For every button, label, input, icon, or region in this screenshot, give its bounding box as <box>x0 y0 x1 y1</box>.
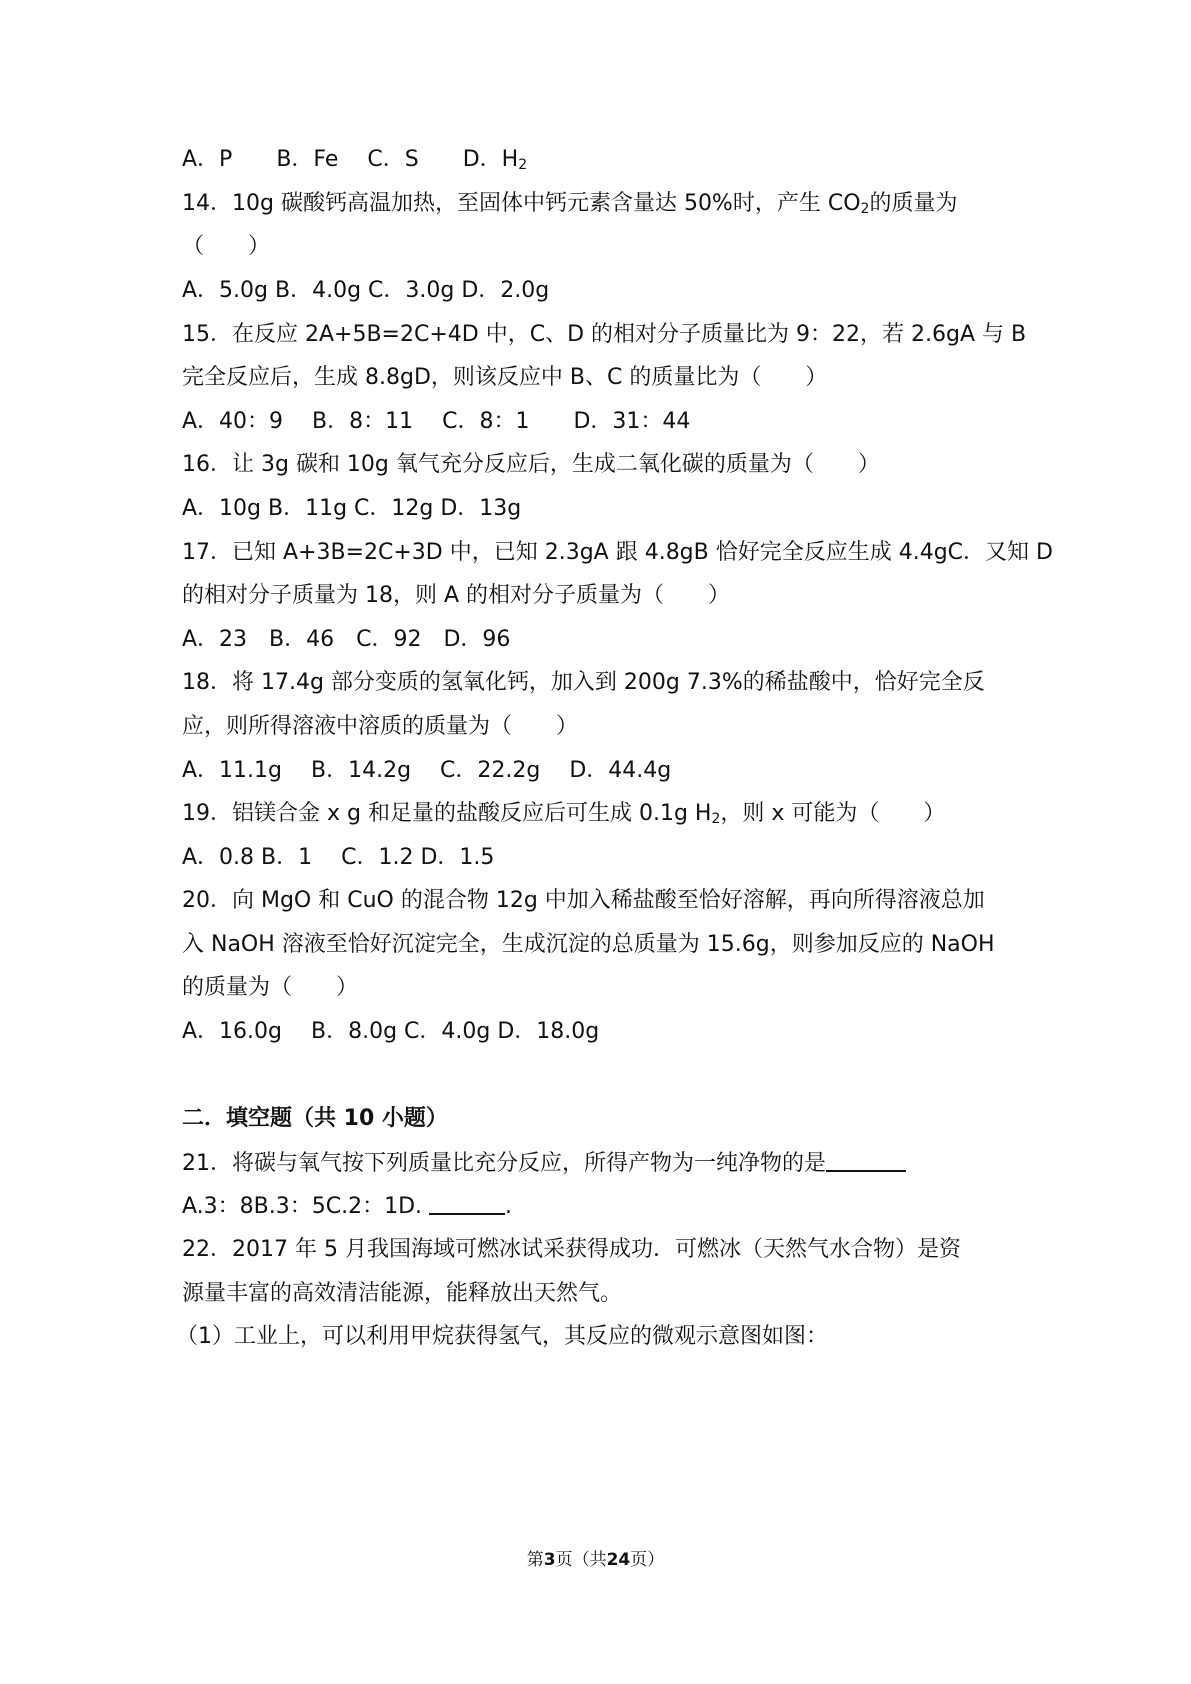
page-footer: 第3页（共24页） <box>526 1550 665 1570</box>
q18-stem-line1: 18．将 17.4g 部分变质的氢氧化钙，加入到 200g 7.3%的稀盐酸中，恰好完全反 <box>182 670 985 695</box>
q14-stem-line1: 14．10g 碳酸钙高温加热，至固体中钙元素含量达 50%时，产生 $CO_2$的质量为 <box>182 191 958 217</box>
q15-options: A．40：9 B．8：11 C．8：1 D．31：44 <box>182 409 691 434</box>
section-heading: 二．填空题（共 10 小题） <box>182 1106 448 1131</box>
q20-stem-line2: 入 NaOH 溶液至恰好沉淀完全，生成沉淀的总质量为 15.6g，则参加反应的 NaOH <box>182 932 995 957</box>
q14-options: A．5.0g B．4.0g C．3.0g D．2.0g <box>182 278 550 303</box>
q20-stem-line3: 的质量为（ ） <box>182 975 359 1000</box>
q22-stem-line2: 源量丰富的高效清洁能源，能释放出天然气。 <box>182 1281 623 1306</box>
q19-options: A．0.8 B．1 C．1.2 D．1.5 <box>182 845 495 870</box>
q21-stem: 21．将碳与氧气按下列质量比充分反应，所得产物为一纯净物的是 <box>182 1148 906 1179</box>
q16-stem: 16．让 3g 碳和 10g 氧气充分反应后，生成二氧化碳的质量为（ ） <box>182 452 880 477</box>
page-number: 3 <box>543 1550 556 1570</box>
answer-blank[interactable] <box>429 1191 505 1215</box>
q22-stem-line1: 22．2017 年 5 月我国海域可燃冰试采获得成功．可燃冰（天然气水合物）是资 <box>182 1237 961 1262</box>
q20-stem-line1: 20．向 MgO 和 CuO 的混合物 12g 中加入稀盐酸至恰好溶解，再向所得溶液总加 <box>182 888 985 913</box>
q17-stem-line1: 17．已知 A+3B=2C+3D 中，已知 2.3gA 跟 4.8gB 恰好完全反应生成 4.4gC．又知 D <box>182 540 1053 565</box>
q21-options: A.3：8B.3：5C.2：1D. . <box>182 1191 512 1222</box>
subscript: 2 <box>860 201 870 217</box>
q20-options: A．16.0g B．8.0g C．4.0g D．18.0g <box>182 1019 600 1044</box>
q19-stem: 19．铝镁合金 x g 和足量的盐酸反应后可生成 0.1g $H_2$，则 x 可能为（ ） <box>182 801 946 827</box>
q17-stem-line2: 的相对分子质量为 18，则 A 的相对分子质量为（ ） <box>182 583 731 608</box>
q15-stem-line2: 完全反应后，生成 8.8gD，则该反应中 B、C 的质量比为（ ） <box>182 365 828 390</box>
q18-options: A．11.1g B．14.2g C．22.2g D．44.4g <box>182 758 672 783</box>
subscript: 2 <box>518 157 528 173</box>
q22-part1: （1）工业上，可以利用甲烷获得氢气，其反应的微观示意图如图： <box>176 1324 828 1349</box>
subscript: 2 <box>711 811 721 827</box>
q17-options: A．23 B．46 C．92 D．96 <box>182 627 511 652</box>
page-total: 24 <box>606 1550 631 1570</box>
answer-blank[interactable] <box>826 1148 906 1172</box>
q13-options: A．P B．Fe C．S D．$H_2$ <box>182 147 528 173</box>
q18-stem-line2: 应，则所得溶液中溶质的质量为（ ） <box>182 714 579 739</box>
q16-options: A．10g B．11g C．12g D．13g <box>182 496 522 521</box>
q15-stem-line1: 15．在反应 2A+5B=2C+4D 中，C、D 的相对分子质量比为 9：22，若 2.6gA 与 B <box>182 322 1027 347</box>
q14-stem-line2: （ ） <box>182 234 271 259</box>
